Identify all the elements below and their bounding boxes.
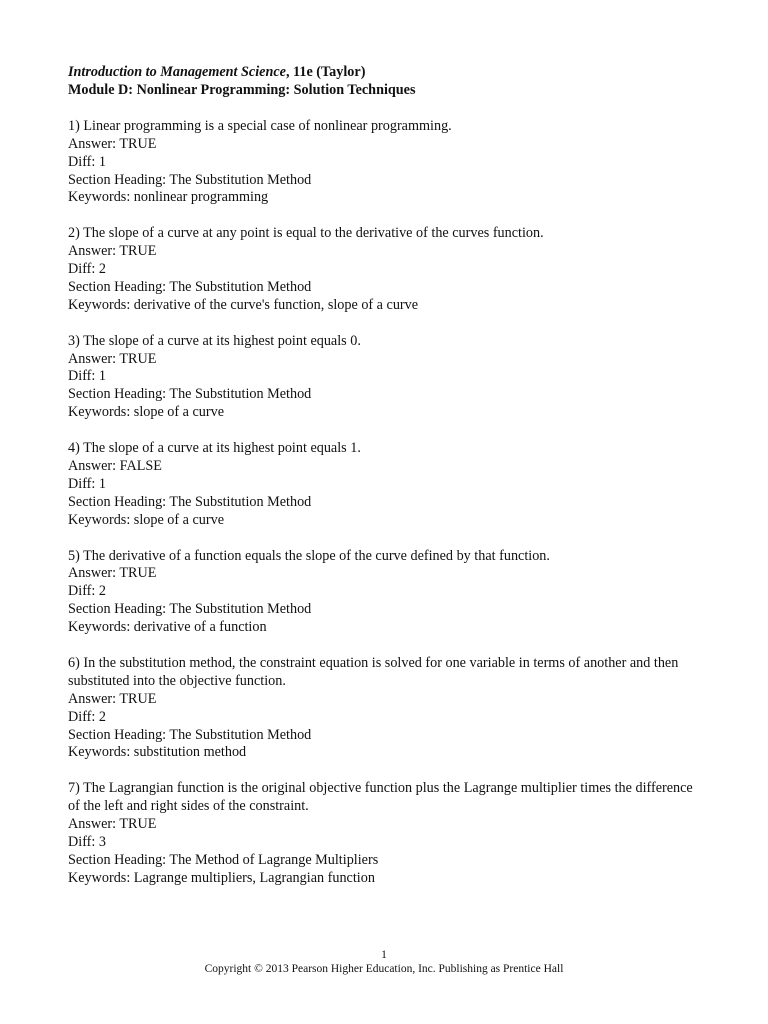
- question-answer: Answer: TRUE: [68, 690, 157, 707]
- question-4: [68, 440, 708, 530]
- question-keywords: Keywords: substitution method: [68, 744, 247, 761]
- question-difficulty: Diff: 1: [68, 475, 106, 492]
- question-text: 2) The slope of a curve at any point is equal to the derivative of the curves function.: [68, 225, 544, 242]
- question-5: [68, 548, 708, 638]
- question-keywords: Keywords: slope of a curve: [68, 511, 225, 528]
- question-answer: Answer: TRUE: [68, 350, 157, 367]
- question-keywords: Keywords: derivative of a function: [68, 619, 267, 636]
- question-list: [68, 118, 708, 888]
- question-text: 3) The slope of a curve at its highest point equals 0.: [68, 332, 361, 349]
- question-6: [68, 655, 708, 762]
- question-answer: Answer: TRUE: [68, 243, 157, 260]
- question-section-heading: Section Heading: The Substitution Method: [68, 278, 312, 295]
- page-number: 1: [381, 949, 387, 961]
- question-answer: Answer: TRUE: [68, 816, 157, 833]
- question-keywords: Keywords: slope of a curve: [68, 404, 225, 421]
- question-difficulty: Diff: 1: [68, 368, 106, 385]
- question-difficulty: Diff: 2: [68, 708, 106, 725]
- question-text: 4) The slope of a curve at its highest point equals 1.: [68, 440, 361, 457]
- question-2: [68, 225, 708, 315]
- question-difficulty: Diff: 3: [68, 833, 106, 850]
- copyright-notice: Copyright © 2013 Pearson Higher Education, Inc. Publishing as Prentice Hall: [204, 963, 564, 975]
- question-section-heading: Section Heading: The Substitution Method: [68, 493, 312, 510]
- question-section-heading: Section Heading: The Substitution Method: [68, 386, 312, 403]
- question-section-heading: Section Heading: The Substitution Method: [68, 171, 312, 188]
- question-keywords: Keywords: nonlinear programming: [68, 189, 269, 206]
- book-title: Introduction to Management Science: [68, 64, 286, 80]
- question-text: 5) The derivative of a function equals the slope of the curve defined by that function.: [68, 547, 550, 564]
- question-section-heading: Section Heading: The Substitution Method: [68, 726, 312, 743]
- question-text: 6) In the substitution method, the constraint equation is solved for one variable in terms of another and then substituted into the objective function.: [68, 654, 679, 689]
- question-7: [68, 780, 708, 887]
- question-difficulty: Diff: 2: [68, 261, 106, 278]
- question-text: 1) Linear programming is a special case of nonlinear programming.: [68, 117, 452, 134]
- question-text: 7) The Lagrangian function is the original objective function plus the Lagrange multiplier times the difference of the left and right sides of the constraint.: [68, 780, 693, 815]
- question-1: [68, 118, 708, 208]
- question-answer: Answer: TRUE: [68, 565, 157, 582]
- document-header: [68, 64, 708, 100]
- question-keywords: Keywords: Lagrange multipliers, Lagrangian function: [68, 869, 375, 886]
- document-body: [68, 64, 708, 906]
- question-difficulty: Diff: 1: [68, 153, 106, 170]
- question-3: [68, 333, 708, 423]
- question-answer: Answer: FALSE: [68, 457, 162, 474]
- book-edition: , 11e (Taylor): [285, 64, 366, 80]
- question-section-heading: Section Heading: The Substitution Method: [68, 601, 312, 618]
- question-keywords: Keywords: derivative of the curve's function, slope of a curve: [68, 296, 419, 313]
- question-difficulty: Diff: 2: [68, 583, 106, 600]
- module-title: Module D: Nonlinear Programming: Solution Techniques: [68, 81, 416, 98]
- book-title-line: [68, 64, 708, 82]
- page-footer: [0, 948, 768, 976]
- question-answer: Answer: TRUE: [68, 135, 157, 152]
- question-section-heading: Section Heading: The Method of Lagrange Multipliers: [68, 851, 379, 868]
